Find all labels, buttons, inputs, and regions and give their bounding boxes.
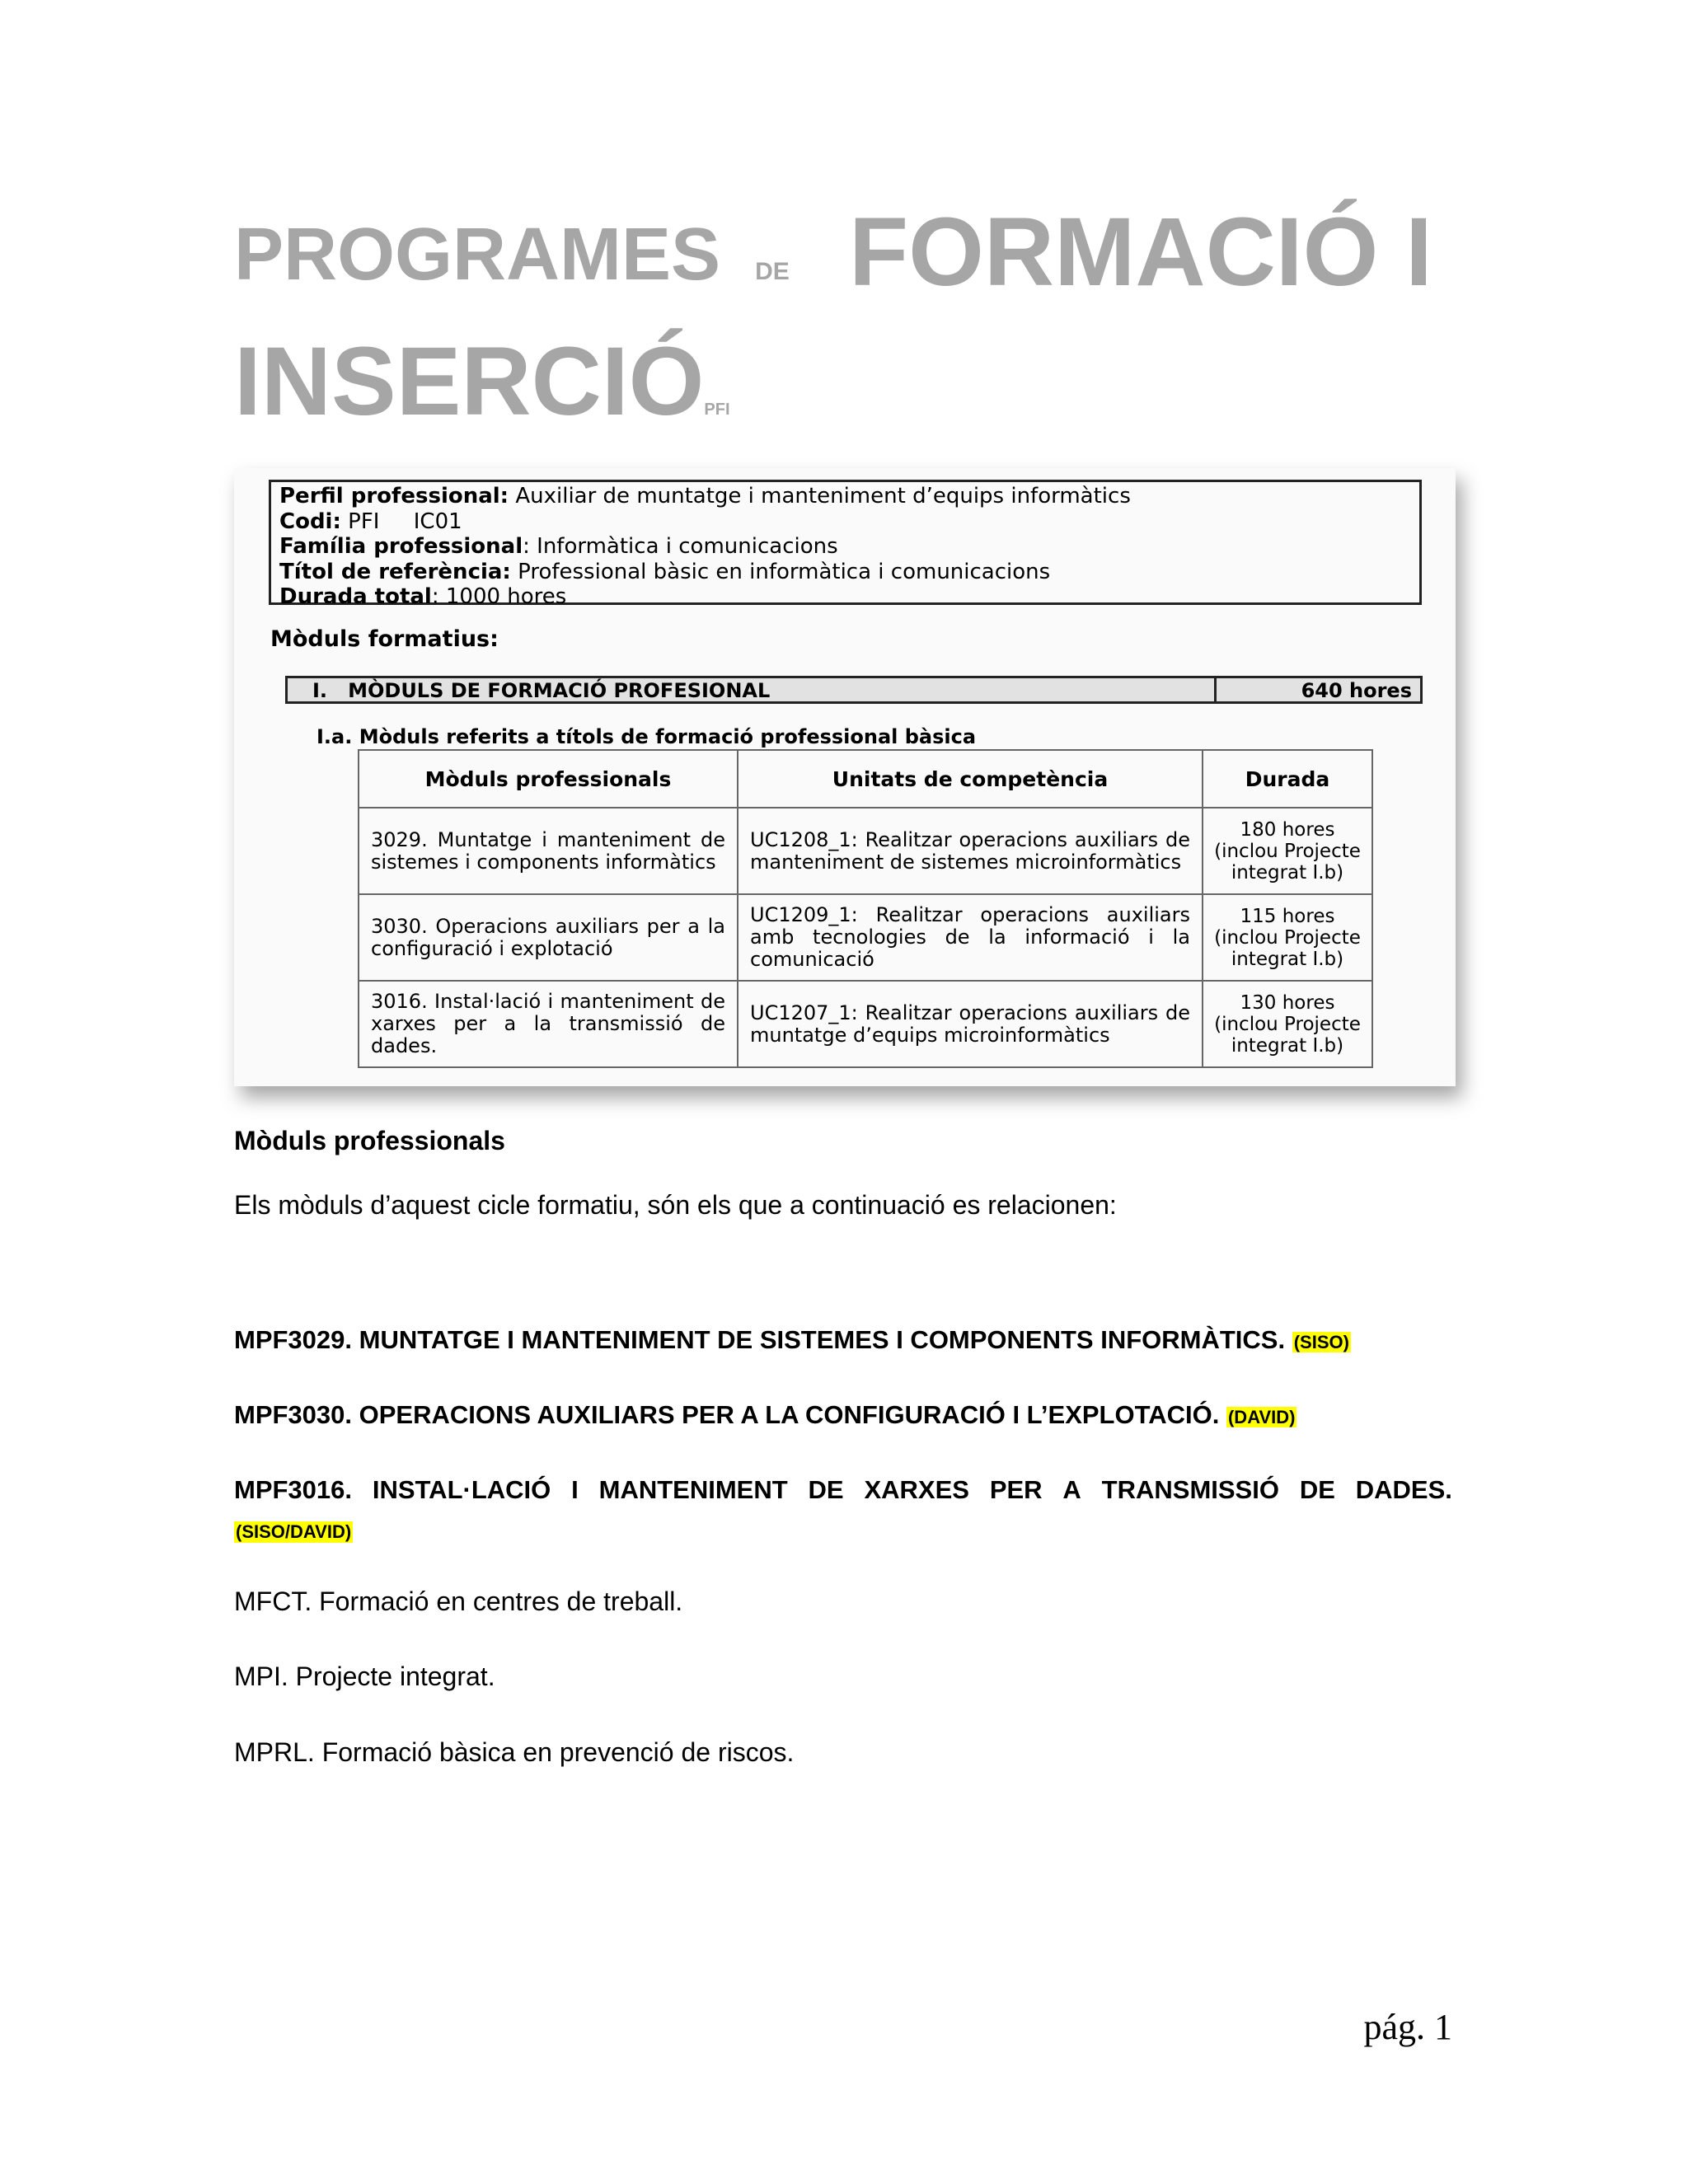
- mpf-word: INSTAL·LACIÓ: [372, 1475, 551, 1504]
- intro-paragraph: Els mòduls d’aquest cicle formatiu, són els que a continuació es relacionen:: [234, 1190, 1117, 1220]
- mpf-word: XARXES: [864, 1475, 969, 1504]
- mpf-word: PER: [989, 1475, 1043, 1504]
- title-word-formacio: FORMACIÓ I: [849, 198, 1432, 307]
- table-cell-unitat: UC1209_1: Realitzar operacions auxiliars amb tecnologies de la informació i la comunicació: [738, 894, 1203, 981]
- table-header-row: [359, 750, 1372, 808]
- mpf-title: MPF3029. MUNTATGE I MANTENIMENT DE SISTEMES I COMPONENTS INFORMÀTICS.: [234, 1325, 1286, 1354]
- table-cell-modul: 3016. Instal·lació i manteniment de xarxes per a la transmissió de dades.: [359, 981, 738, 1067]
- profile-durada: Durada total: 1000 hores: [279, 584, 567, 609]
- title-word-insercio: INSERCIÓ: [234, 327, 705, 436]
- mpf-word: DE: [808, 1475, 844, 1504]
- mpf-title: MPF3030. OPERACIONS AUXILIARS PER A LA CONFIGURACIÓ I L’EXPLOTACIÓ.: [234, 1400, 1220, 1429]
- moduls-bar-label: I. MÒDULS DE FORMACIÓ PROFESIONAL: [312, 679, 771, 702]
- table-cell-modul: 3029. Muntatge i manteniment de sistemes i components informàtics: [359, 808, 738, 894]
- table-header: Mòduls professionals: [359, 750, 738, 808]
- mpf-word: DADES.: [1355, 1475, 1452, 1504]
- sub-heading: I.a. Mòduls referits a títols de formació professional bàsica: [316, 725, 977, 748]
- profile-perfil: Perfil professional: Auxiliar de muntatge i manteniment d’equips informàtics: [279, 484, 1131, 509]
- table-cell-durada: 180 hores (inclou Projecte integrat I.b): [1203, 808, 1372, 894]
- profile-box: [269, 480, 1422, 609]
- module-mprl: MPRL. Formació bàsica en prevenció de riscos.: [234, 1737, 795, 1767]
- moduls-formatius-heading: Mòduls formatius:: [270, 626, 499, 652]
- table-header: Durada: [1203, 750, 1372, 808]
- mpf-assignee-tag: (SISO): [1293, 1332, 1349, 1352]
- profile-titol: Títol de referència: Professional bàsic en informàtica i comunicacions: [279, 559, 1051, 584]
- table-cell-durada: 130 hores (inclou Projecte integrat I.b): [1203, 981, 1372, 1067]
- section-title: Mòduls professionals: [234, 1126, 505, 1155]
- mpf-item-justified: [234, 1475, 1452, 1505]
- table-row: [359, 981, 1372, 1067]
- table-cell-modul: 3030. Operacions auxiliars per a la configuració i explotació: [359, 894, 738, 981]
- embedded-table-image: [234, 468, 1456, 1086]
- module-mpi: MPI. Projecte integrat.: [234, 1661, 495, 1691]
- moduls-bar: [285, 676, 1423, 704]
- units-table: [358, 749, 1373, 1068]
- mpf-word: I: [571, 1475, 579, 1504]
- module-mfct: MFCT. Formació en centres de treball.: [234, 1586, 683, 1616]
- profile-familia: Família professional: Informàtica i comunicacions: [279, 534, 838, 559]
- table-row: [359, 894, 1372, 981]
- title-line-1: [234, 213, 821, 298]
- mpf-word: MPF3016.: [234, 1475, 353, 1504]
- table-cell-unitat: UC1208_1: Realitzar operacions auxiliars de manteniment de sistemes microinformàtics: [738, 808, 1203, 894]
- title-line-2: [234, 326, 730, 438]
- mpf-word: MANTENIMENT: [598, 1475, 788, 1504]
- mpf-assignee-tag: (DAVID): [1227, 1407, 1296, 1427]
- mpf-assignee-tag: (SISO/DAVID): [236, 1521, 352, 1542]
- mpf-item: [234, 1400, 1296, 1430]
- title-word-pfi: PFI: [704, 401, 730, 419]
- mpf-word: A: [1062, 1475, 1081, 1504]
- title-word-de: DE: [755, 258, 790, 285]
- table-cell-unitat: UC1207_1: Realitzar operacions auxiliars de muntatge d’equips microinformàtics: [738, 981, 1203, 1067]
- mpf-item: [234, 1325, 1351, 1355]
- table-cell-durada: 115 hores (inclou Projecte integrat I.b): [1203, 894, 1372, 981]
- title-word-programes: PROGRAMES: [234, 213, 721, 296]
- profile-codi: Codi: PFI IC01: [279, 509, 462, 534]
- table-row: [359, 808, 1372, 894]
- mpf-word: TRANSMISSIÓ: [1101, 1475, 1279, 1504]
- table-header: Unitats de competència: [738, 750, 1203, 808]
- moduls-bar-divider: [1214, 676, 1217, 704]
- mpf-word: DE: [1299, 1475, 1335, 1504]
- page-number: pág. 1: [1363, 2007, 1452, 2047]
- moduls-bar-hours: 640 hores: [1301, 679, 1412, 702]
